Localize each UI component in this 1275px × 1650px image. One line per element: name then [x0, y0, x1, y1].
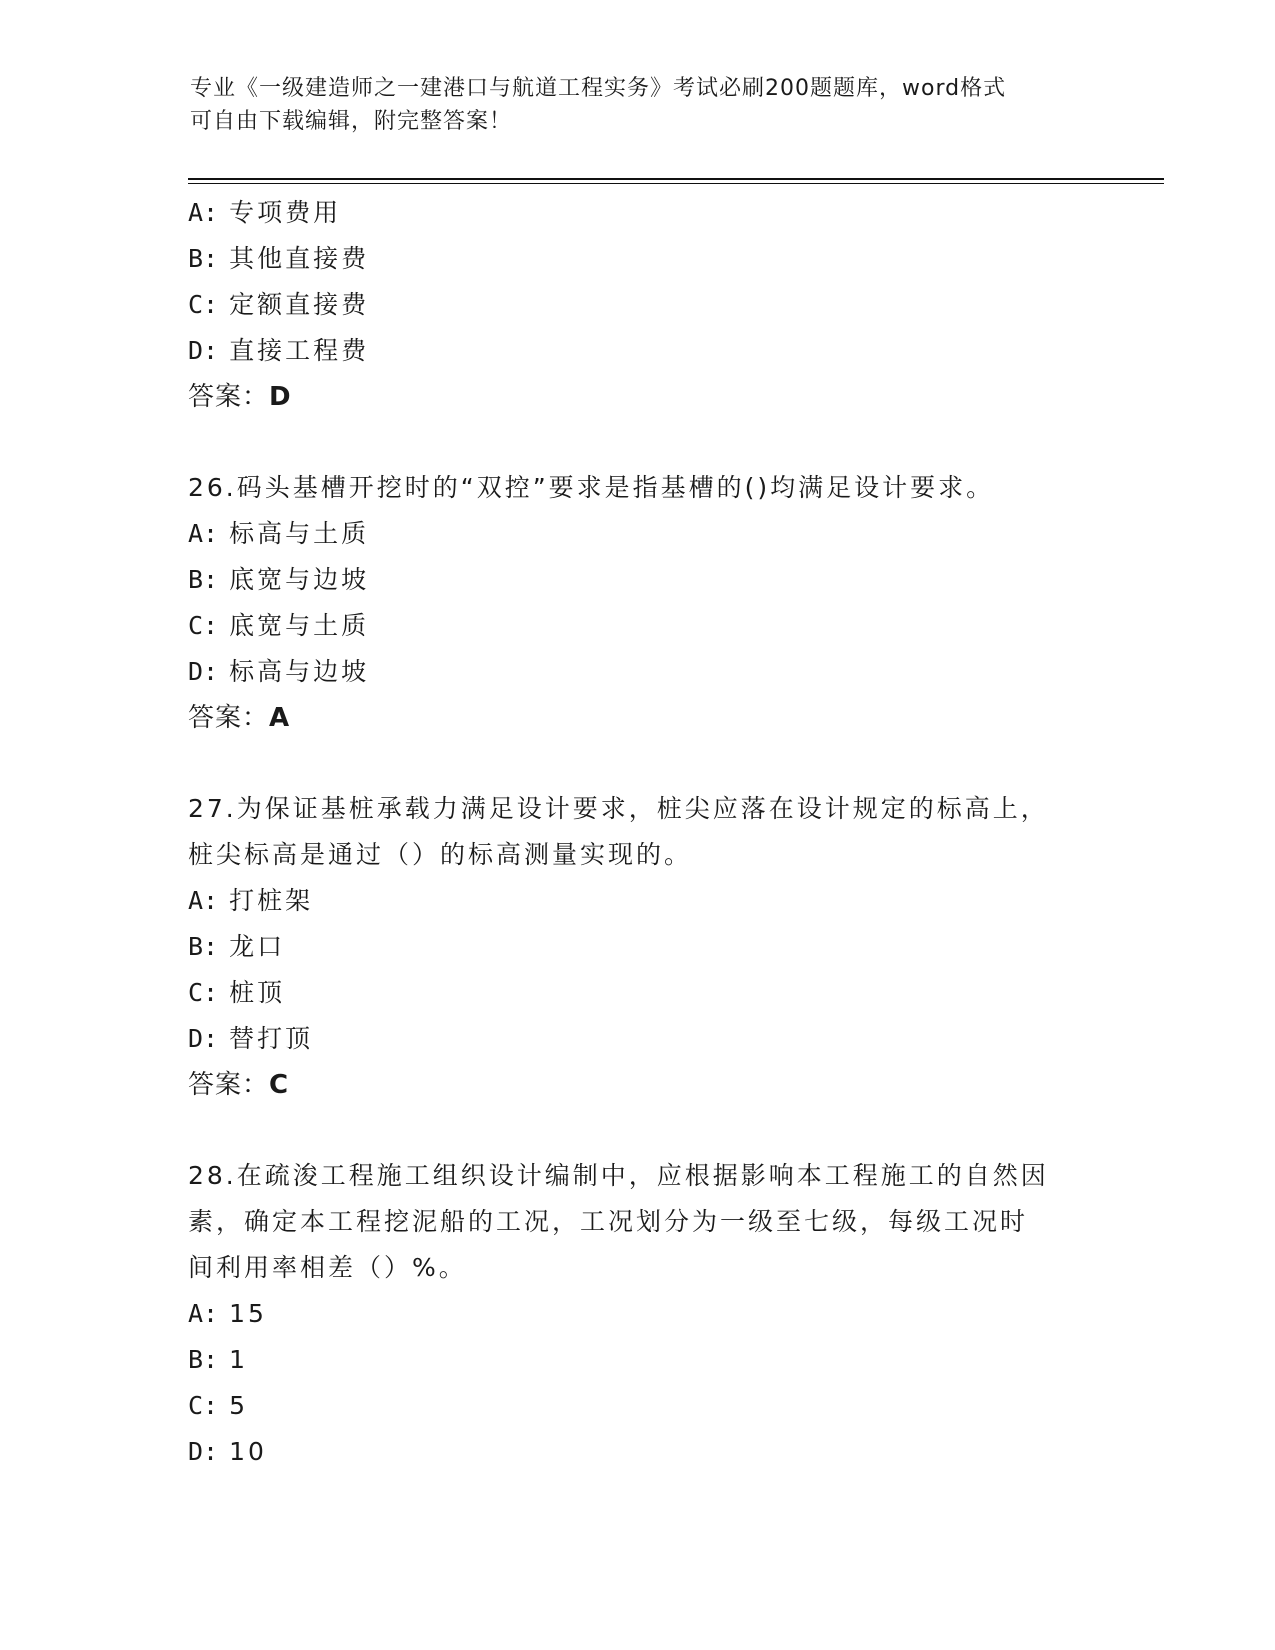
header-divider-thick	[188, 178, 1164, 180]
option-a: A: 15	[188, 1299, 267, 1328]
option-c: C: 定额直接费	[188, 290, 370, 319]
question-26-block	[188, 465, 1088, 741]
option-c: C: 底宽与土质	[188, 611, 370, 640]
option-b: B: 龙口	[188, 932, 286, 961]
option-a: A: 专项费用	[188, 198, 342, 227]
document-body	[188, 190, 1088, 1475]
option-c: C: 桩顶	[188, 978, 286, 1007]
question-28-text-line-2: 素，确定本工程挖泥船的工况，工况划分为一级至七级，每级工况时	[188, 1207, 1029, 1236]
option-a: A: 打桩架	[188, 886, 314, 915]
option-b: B: 1	[188, 1345, 248, 1374]
option-d: D: 替打顶	[188, 1024, 314, 1053]
question-27-text-line-2: 桩尖标高是通过（）的标高测量实现的。	[188, 840, 693, 869]
question-28-text-line-3: 间利用率相差（）%。	[188, 1253, 467, 1282]
option-b: B: 底宽与边坡	[188, 565, 370, 594]
question-27-text-line-1: 27.为保证基桩承载力满足设计要求，桩尖应落在设计规定的标高上，	[188, 794, 1049, 823]
option-d: D: 10	[188, 1437, 267, 1466]
header-line-2: 可自由下载编辑，附完整答案！	[190, 109, 513, 134]
option-d: D: 标高与边坡	[188, 657, 370, 686]
question-28-block	[188, 1153, 1088, 1475]
header-divider-thin	[188, 183, 1164, 184]
answer-line: 答案：C	[188, 1070, 290, 1100]
option-a: A: 标高与土质	[188, 519, 370, 548]
answer-line: 答案：A	[188, 703, 291, 733]
question-28-text-line-1: 28.在疏浚工程施工组织设计编制中，应根据影响本工程施工的自然因	[188, 1161, 1049, 1190]
answer-line: 答案：D	[188, 382, 292, 412]
option-c: C: 5	[188, 1391, 248, 1420]
question-25-block	[188, 190, 1088, 420]
document-header	[190, 72, 1090, 138]
option-d: D: 直接工程费	[188, 336, 370, 365]
option-b: B: 其他直接费	[188, 244, 370, 273]
question-26-text: 26.码头基槽开挖时的“双控”要求是指基槽的()均满足设计要求。	[188, 473, 995, 502]
header-line-1: 专业《一级建造师之一建港口与航道工程实务》考试必刷200题题库，word格式	[190, 76, 1007, 101]
question-27-block	[188, 786, 1088, 1108]
